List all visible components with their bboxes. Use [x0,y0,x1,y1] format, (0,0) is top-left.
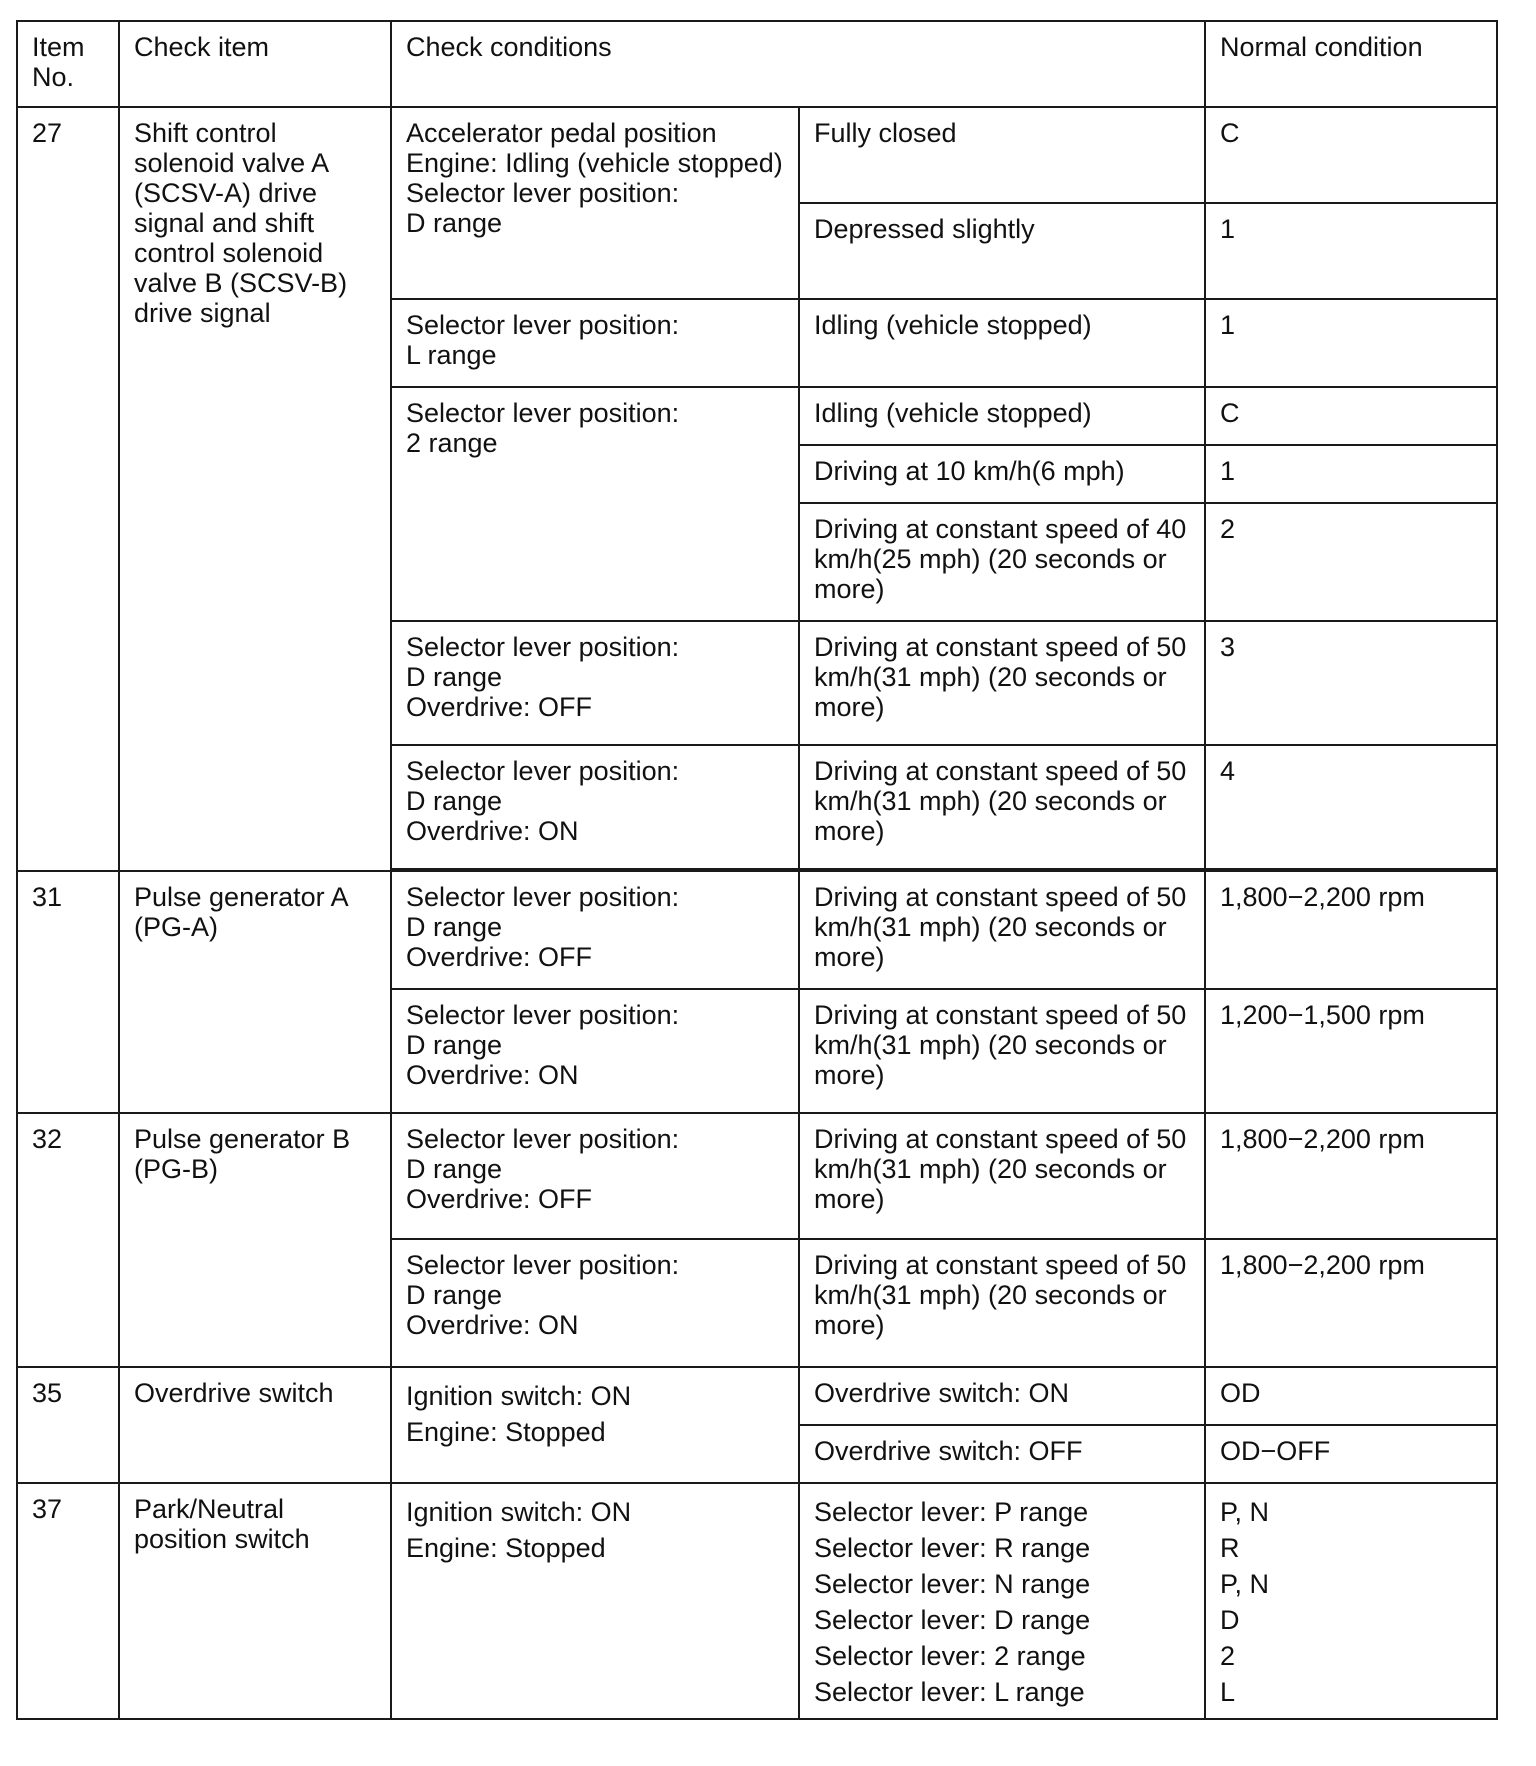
header-row [17,21,1497,107]
table-row [17,1113,1497,1239]
sub-condition: Depressed slightly [799,203,1205,299]
check-item: Park/Neutral position switch [119,1483,391,1719]
list-item: 2 [1220,1641,1236,1671]
list-item: Selector lever: L range [814,1677,1085,1707]
check-item: Shift control solenoid valve A (SCSV-A) drive signal and shift control solenoid valve B (SCSV-B) drive signal [119,107,391,871]
item-no: 35 [17,1367,119,1483]
sub-condition: Driving at constant speed of 50 km/h(31 mph) (20 seconds or more) [799,1239,1205,1367]
header-check-item: Check item [119,21,391,107]
sub-condition: Driving at constant speed of 50 km/h(31 mph) (20 seconds or more) [799,745,1205,869]
normal-condition: 1,800−2,200 rpm [1205,871,1497,989]
table-row [17,1483,1497,1719]
header-item-no: Item No. [17,21,119,107]
normal-condition: 4 [1205,745,1497,869]
sub-condition: Driving at constant speed of 50 km/h(31 mph) (20 seconds or more) [799,989,1205,1113]
sub-condition: Driving at 10 km/h(6 mph) [799,445,1205,503]
check-condition: Selector lever position: D range Overdrive: OFF [391,871,799,989]
check-item: Overdrive switch [119,1367,391,1483]
header-normal-condition: Normal condition [1205,21,1497,107]
list-item: Selector lever: N range [814,1569,1091,1599]
table-row [17,871,1497,989]
sub-condition: Fully closed [799,107,1205,203]
check-condition: Ignition switch: ON Engine: Stopped [391,1483,799,1719]
normal-condition: 1 [1205,299,1497,387]
header-check-conditions: Check conditions [391,21,1205,107]
item-no: 31 [17,871,119,1113]
item-no: 32 [17,1113,119,1367]
item-no: 37 [17,1483,119,1719]
check-condition: Ignition switch: ON Engine: Stopped [391,1367,799,1483]
list-item: Selector lever: P range [814,1497,1089,1527]
normal-condition: 1,200−1,500 rpm [1205,989,1497,1113]
list-item: P, N [1220,1569,1270,1599]
check-item: Pulse generator A (PG-A) [119,871,391,1113]
list-item: L [1220,1677,1236,1707]
sub-condition-list [799,1483,1205,1719]
sub-condition: Driving at constant speed of 50 km/h(31 mph) (20 seconds or more) [799,871,1205,989]
normal-condition: C [1205,107,1497,203]
check-condition: Selector lever position: D range Overdrive: ON [391,745,799,869]
sub-condition: Overdrive switch: ON [799,1367,1205,1425]
table-row [17,107,1497,203]
list-item: D [1220,1605,1240,1635]
item-no: 27 [17,107,119,871]
check-item: Pulse generator B (PG-B) [119,1113,391,1367]
normal-condition: C [1205,387,1497,445]
sub-condition: Driving at constant speed of 50 km/h(31 mph) (20 seconds or more) [799,621,1205,745]
check-condition: Selector lever position: D range Overdrive: OFF [391,1113,799,1239]
normal-condition-list [1205,1483,1497,1719]
list-item: Selector lever: 2 range [814,1641,1086,1671]
table-row [17,1367,1497,1425]
normal-condition: 1 [1205,445,1497,503]
normal-condition: 1,800−2,200 rpm [1205,1239,1497,1367]
check-condition: Selector lever position: D range Overdrive: ON [391,989,799,1113]
check-condition: Selector lever position: 2 range [391,387,799,621]
normal-condition: OD−OFF [1205,1425,1497,1483]
list-item: P, N [1220,1497,1270,1527]
normal-condition: 1,800−2,200 rpm [1205,1113,1497,1239]
normal-condition: OD [1205,1367,1497,1425]
sub-condition: Idling (vehicle stopped) [799,387,1205,445]
normal-condition: 2 [1205,503,1497,621]
normal-condition: 3 [1205,621,1497,745]
check-condition: Selector lever position: D range Overdrive: OFF [391,621,799,745]
list-item: Selector lever: D range [814,1605,1091,1635]
sub-condition: Idling (vehicle stopped) [799,299,1205,387]
sub-condition: Driving at constant speed of 50 km/h(31 mph) (20 seconds or more) [799,1113,1205,1239]
check-condition: Selector lever position: L range [391,299,799,387]
sub-condition: Driving at constant speed of 40 km/h(25 mph) (20 seconds or more) [799,503,1205,621]
check-condition: Accelerator pedal position Engine: Idling (vehicle stopped) Selector lever position: D range [391,107,799,299]
check-table [16,20,1498,1720]
list-item: R [1220,1533,1240,1563]
normal-condition: 1 [1205,203,1497,299]
check-condition: Selector lever position: D range Overdrive: ON [391,1239,799,1367]
sub-condition: Overdrive switch: OFF [799,1425,1205,1483]
list-item: Selector lever: R range [814,1533,1091,1563]
